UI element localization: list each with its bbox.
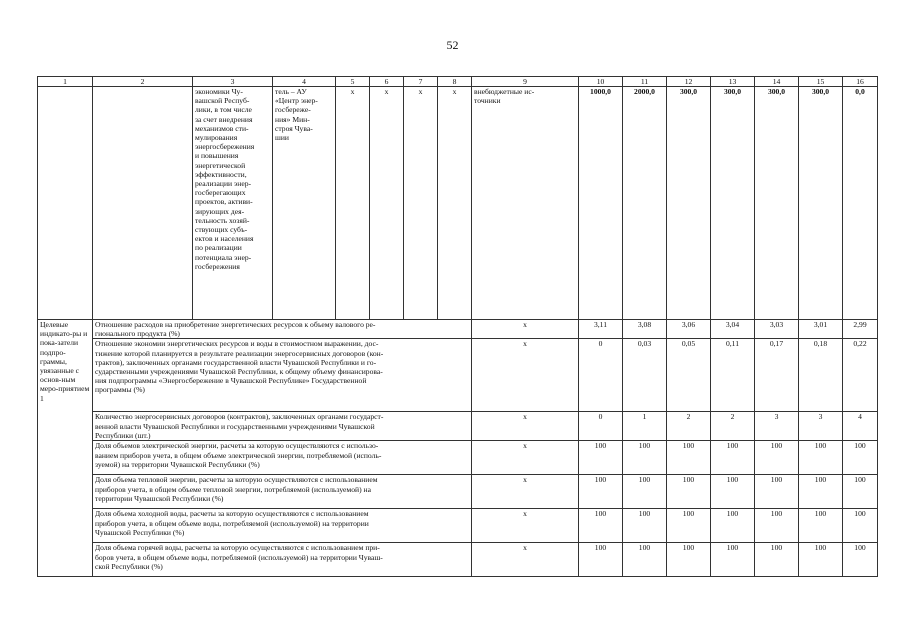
indicator-value: 100 (843, 509, 878, 543)
indicator-value: 100 (667, 475, 711, 509)
indicator-value: 100 (799, 475, 843, 509)
indicator-col9: x (472, 509, 579, 543)
column-number: 3 (193, 77, 273, 87)
indicator-value: 100 (711, 543, 755, 577)
column-number: 4 (273, 77, 336, 87)
value-cell: 300,0 (755, 87, 799, 320)
activity-row (38, 87, 878, 320)
indicator-row (38, 339, 878, 412)
cell-col6: x (370, 87, 404, 320)
indicator-text: Доля объема тепловой энергии, расчеты за которую осуществляются с использованием приборов учета, в общем объеме тепловой энергии, потребляемой (используемой) на территории Чувашской Республики (%) (93, 475, 472, 509)
column-number: 5 (336, 77, 370, 87)
indicator-col9: x (472, 475, 579, 509)
indicator-value: 100 (623, 441, 667, 475)
indicator-value: 100 (843, 543, 878, 577)
indicator-value: 3,08 (623, 320, 667, 339)
indicator-value: 100 (711, 509, 755, 543)
indicator-value: 100 (579, 543, 623, 577)
indicator-text: Доля объемов электрической энергии, расчеты за которую осуществляются с использо- ванием приборов учета, в общем объеме электрической энергии, потребляемой (исполь- зуемой) на территории Чувашской Республики (%) (93, 441, 472, 475)
indicator-row (38, 475, 878, 509)
responsible-executor: тель – АУ «Центр энер- госбереже- ния» Мин- строя Чува- шии (273, 87, 336, 320)
value-cell: 1000,0 (579, 87, 623, 320)
indicator-text: Доля объема горячей воды, расчеты за которую осуществляются с использованием при- боров учета, в общем объеме воды, потребляемой (используемой) на территории Чуваш- ской Республики (%) (93, 543, 472, 577)
column-number: 7 (404, 77, 438, 87)
indicator-value: 0,18 (799, 339, 843, 412)
page-number: 52 (446, 38, 459, 52)
column-number: 13 (711, 77, 755, 87)
column-number: 2 (93, 77, 193, 87)
indicator-value: 100 (843, 475, 878, 509)
indicator-value: 0 (579, 339, 623, 412)
indicator-value: 3,06 (667, 320, 711, 339)
value-cell: 2000,0 (623, 87, 667, 320)
indicator-value: 100 (579, 509, 623, 543)
column-number: 11 (623, 77, 667, 87)
indicator-value: 100 (843, 441, 878, 475)
program-table (37, 76, 878, 577)
indicator-value: 100 (755, 441, 799, 475)
column-number: 15 (799, 77, 843, 87)
column-number: 9 (472, 77, 579, 87)
indicator-value: 100 (799, 543, 843, 577)
indicator-value: 3,03 (755, 320, 799, 339)
indicator-col9: x (472, 412, 579, 441)
column-number: 12 (667, 77, 711, 87)
cell-col1 (38, 87, 93, 320)
column-number-row (38, 77, 878, 87)
value-cell: 0,0 (843, 87, 878, 320)
indicator-text: Отношение экономии энергетических ресурсов и воды в стоимостном выражении, дос- тижение которой планируется в результате реализации энергосервисных договоров (кон- трактов), заключенных органами государственной власти Чувашской Республики и го- сударственными учреждениями Чувашской Республики, к общему объему финансирова- ния подпрограммы «Энергосбережение в Чувашской Республике» Государственной программы (%) (93, 339, 472, 412)
indicator-value: 100 (799, 509, 843, 543)
indicator-value: 0 (579, 412, 623, 441)
indicator-value: 100 (667, 441, 711, 475)
indicator-value: 0,11 (711, 339, 755, 412)
column-number: 8 (438, 77, 472, 87)
indicator-col9: x (472, 320, 579, 339)
indicator-col9: x (472, 339, 579, 412)
indicator-col9: x (472, 543, 579, 577)
cell-col8: x (438, 87, 472, 320)
cell-col2 (93, 87, 193, 320)
indicator-value: 0,22 (843, 339, 878, 412)
section-label: Целевые индикато-ры и пока-затели подпро-граммы, увязанные с основ-ным меро-приятием 1 (38, 320, 93, 577)
indicator-value: 3,01 (799, 320, 843, 339)
cell-col7: x (404, 87, 438, 320)
indicator-row (38, 441, 878, 475)
indicator-value: 100 (579, 441, 623, 475)
indicator-col9: x (472, 441, 579, 475)
indicator-value: 100 (667, 543, 711, 577)
indicator-text: Доля объема холодной воды, расчеты за которую осуществляются с использованием приборов учета, в общем объеме воды, потребляемой (используемой) на территории Чувашской Республики (%) (93, 509, 472, 543)
indicator-value: 100 (579, 475, 623, 509)
indicator-value: 100 (623, 543, 667, 577)
funding-source: внебюджетные ис- точники (472, 87, 579, 320)
indicator-text: Количество энергосервисных договоров (контрактов), заключенных органами государст- венной власти Чувашской Республики и государственными учреждениями Чувашской Республики (шт.) (93, 412, 472, 441)
indicator-value: 0,17 (755, 339, 799, 412)
indicator-value: 100 (667, 509, 711, 543)
indicator-value: 100 (623, 475, 667, 509)
activity-description: экономики Чу- вашской Респуб- лики, в том числе за счет внедрения механизмов сти- мулирования энергосбережения и повышения энергетической эффективности, реализации энер- госберегающих проектов, активи- зирующих дея- тельность хозяй- ствующих субъ- ектов и населения по реализации потенциала энер- госбережения (193, 87, 273, 320)
indicator-value: 3,04 (711, 320, 755, 339)
indicator-value: 100 (623, 509, 667, 543)
indicator-value: 100 (711, 475, 755, 509)
indicator-value: 2 (711, 412, 755, 441)
indicator-value: 100 (755, 475, 799, 509)
value-cell: 300,0 (711, 87, 755, 320)
indicator-row (38, 543, 878, 577)
indicator-value: 100 (711, 441, 755, 475)
indicator-value: 100 (755, 543, 799, 577)
indicator-text: Отношение расходов на приобретение энергетических ресурсов к объему валового ре- гионального продукта (%) (93, 320, 472, 339)
column-number: 16 (843, 77, 878, 87)
indicator-row (38, 320, 878, 339)
value-cell: 300,0 (667, 87, 711, 320)
indicator-value: 3 (755, 412, 799, 441)
indicator-value: 2 (667, 412, 711, 441)
indicator-row (38, 509, 878, 543)
column-number: 1 (38, 77, 93, 87)
indicator-value: 3 (799, 412, 843, 441)
column-number: 10 (579, 77, 623, 87)
value-cell: 300,0 (799, 87, 843, 320)
column-number: 6 (370, 77, 404, 87)
indicator-value: 1 (623, 412, 667, 441)
indicator-value: 100 (755, 509, 799, 543)
column-number: 14 (755, 77, 799, 87)
indicator-value: 100 (799, 441, 843, 475)
cell-col5: x (336, 87, 370, 320)
indicator-value: 2,99 (843, 320, 878, 339)
indicator-value: 3,11 (579, 320, 623, 339)
indicator-value: 4 (843, 412, 878, 441)
indicator-row (38, 412, 878, 441)
indicator-value: 0,03 (623, 339, 667, 412)
indicator-value: 0,05 (667, 339, 711, 412)
